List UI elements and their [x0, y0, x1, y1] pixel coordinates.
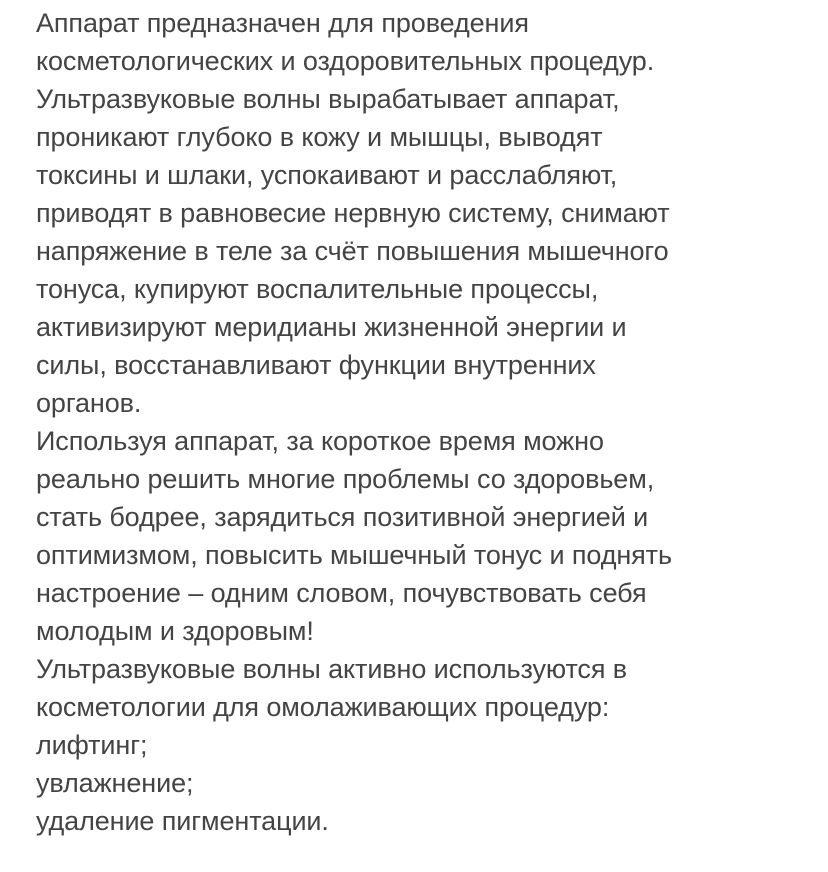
text-line: органов. — [36, 388, 142, 418]
text-line: Ультразвуковые волны активно используются в — [36, 654, 627, 684]
text-line: силы, восстанавливают функции внутренних — [36, 350, 596, 380]
list-item: увлажнение; — [36, 768, 194, 798]
text-line: оптимизмом, повысить мышечный тонус и поднять — [36, 540, 672, 570]
text-line: активизируют меридианы жизненной энергии и — [36, 312, 627, 342]
text-line: тонуса, купируют воспалительные процессы, — [36, 274, 599, 304]
text-line: Используя аппарат, за короткое время можно — [36, 426, 604, 456]
text-line: проникают глубоко в кожу и мышцы, выводят — [36, 122, 603, 152]
text-line: Аппарат предназначен для проведения — [36, 8, 529, 38]
text-line: Ультразвуковые волны вырабатывает аппарат, — [36, 84, 620, 114]
article-text — [36, 4, 816, 840]
list-item: удаление пигментации. — [36, 806, 329, 836]
text-line: стать бодрее, зарядиться позитивной энергией и — [36, 502, 649, 532]
text-line: косметологических и оздоровительных процедур. — [36, 46, 655, 76]
text-line: токсины и шлаки, успокаивают и расслабляют, — [36, 160, 618, 190]
text-line: молодым и здоровым! — [36, 616, 314, 646]
text-line: косметологии для омолаживающих процедур: — [36, 692, 610, 722]
list-item: лифтинг; — [36, 730, 148, 760]
text-line: реально решить многие проблемы со здоровьем, — [36, 464, 655, 494]
text-line: настроение – одним словом, почувствовать себя — [36, 578, 647, 608]
text-line: напряжение в теле за счёт повышения мышечного — [36, 236, 669, 266]
text-line: приводят в равновесие нервную систему, снимают — [36, 198, 670, 228]
